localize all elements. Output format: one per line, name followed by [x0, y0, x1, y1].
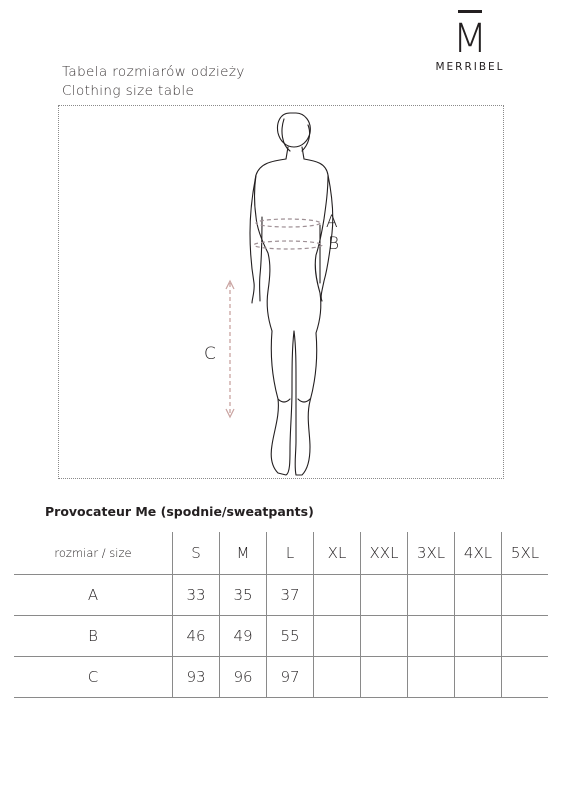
figure-torso-right [304, 159, 328, 293]
table-row [14, 575, 548, 616]
table-cell [455, 616, 502, 657]
table-row [14, 616, 548, 657]
product-title: Provocateur Me (spodnie/sweatpants) [45, 504, 314, 519]
table-cell: 49 [220, 616, 267, 657]
table-cell: 97 [267, 657, 314, 698]
table-cell [502, 575, 549, 616]
figure-label-b: B [328, 234, 340, 254]
logo-macron [458, 10, 482, 13]
title-polish: Tabela rozmiarów odzieży [62, 64, 245, 80]
size-header-cell: XL [314, 532, 361, 575]
figure-leg-left [271, 331, 294, 475]
size-table-header-row [14, 532, 548, 575]
row-label: B [14, 616, 173, 657]
table-cell [361, 657, 408, 698]
figure-hips [267, 291, 321, 333]
figure-label-a: A [326, 212, 338, 232]
table-cell [314, 616, 361, 657]
figure-neck [286, 147, 304, 159]
size-header-cell: M [220, 532, 267, 575]
brand-name: MERRIBEL [435, 61, 505, 73]
table-cell [502, 616, 549, 657]
figure-arm-left [250, 175, 262, 303]
row-label: C [14, 657, 173, 698]
row-label: A [14, 575, 173, 616]
size-header-cell: S [173, 532, 220, 575]
table-cell [408, 616, 455, 657]
size-header-cell: L [267, 532, 314, 575]
table-cell [361, 575, 408, 616]
body-figure-illustration [58, 105, 504, 479]
table-row [14, 657, 548, 698]
title-english: Clothing size table [62, 83, 195, 99]
size-header-cell: 4XL [455, 532, 502, 575]
table-cell [314, 575, 361, 616]
table-cell [314, 657, 361, 698]
table-cell: 93 [173, 657, 220, 698]
figure-label-c: C [204, 344, 216, 364]
figure-hair [282, 119, 310, 151]
table-cell [455, 657, 502, 698]
figure-knee-left [278, 399, 290, 402]
table-cell: 37 [267, 575, 314, 616]
table-cell: 35 [220, 575, 267, 616]
figure-knee-right [298, 399, 310, 402]
table-cell [408, 575, 455, 616]
logo-letter: M [452, 16, 488, 62]
table-cell: 55 [267, 616, 314, 657]
measure-line-a [256, 219, 320, 227]
size-table [14, 532, 548, 698]
table-cell: 96 [220, 657, 267, 698]
size-header-cell: XXL [361, 532, 408, 575]
table-cell: 33 [173, 575, 220, 616]
figure-leg-right [294, 331, 317, 475]
brand-logo [420, 10, 520, 73]
figure-torso-left [255, 159, 287, 291]
size-header-label: rozmiar / size [14, 532, 173, 575]
table-cell: 46 [173, 616, 220, 657]
size-header-cell: 5XL [502, 532, 549, 575]
table-cell [408, 657, 455, 698]
table-cell [361, 616, 408, 657]
size-header-cell: 3XL [408, 532, 455, 575]
table-cell [455, 575, 502, 616]
table-cell [502, 657, 549, 698]
